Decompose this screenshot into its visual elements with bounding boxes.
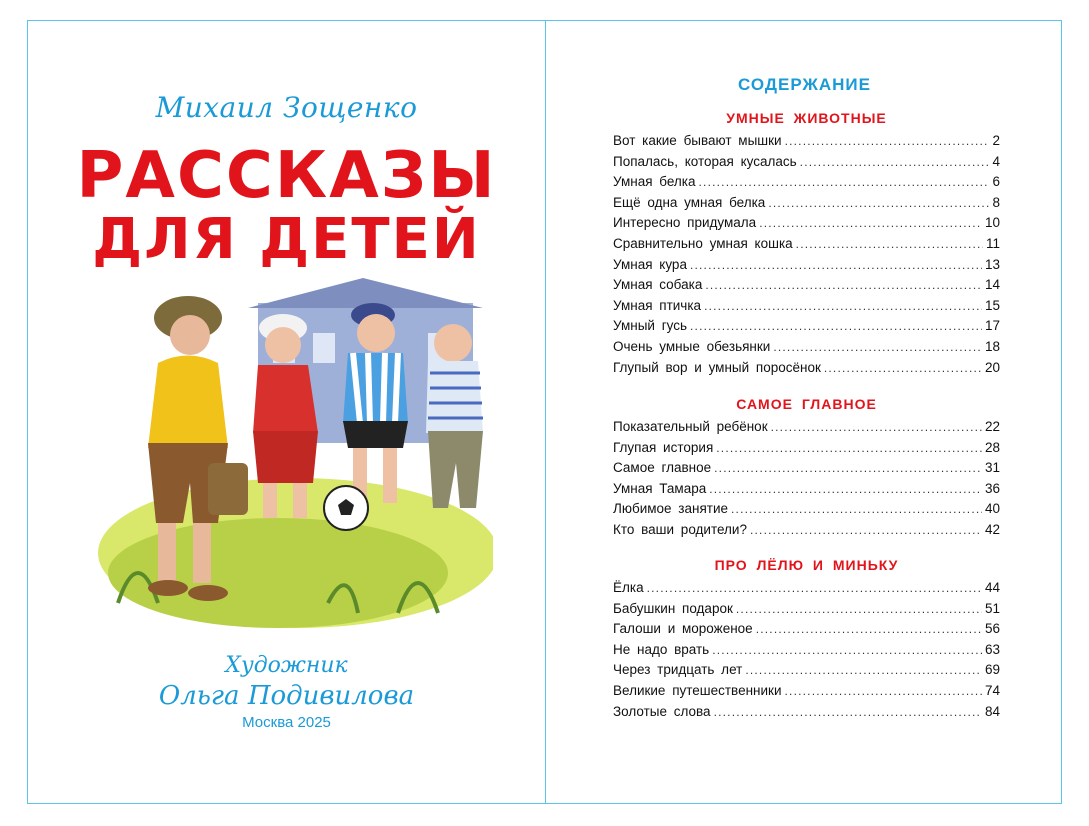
toc-entry — [613, 601, 1000, 621]
toc-entry-title: Галоши и мороженое — [613, 621, 753, 637]
toc-entry — [613, 683, 1000, 703]
toc-entry — [613, 481, 1000, 501]
toc-entry-page-number: 6 — [992, 174, 1000, 190]
toc-entry-page-number: 28 — [984, 439, 1000, 455]
toc-entry-page-number: 40 — [984, 501, 1000, 517]
toc-entry-leader-dots — [785, 684, 982, 698]
toc-entry-leader-dots — [756, 622, 982, 636]
toc-entry — [613, 339, 1000, 359]
toc-entry-page-number: 74 — [984, 683, 1000, 698]
toc-entry-leader-dots — [714, 461, 982, 475]
illustrator-name: Ольга Подивилова — [158, 681, 415, 711]
toc-entry-page-number: 18 — [984, 339, 1000, 354]
toc-entry-title: Умная кура — [613, 256, 687, 272]
toc-entry — [613, 133, 1000, 153]
toc-entry-title: Через тридцать лет — [613, 662, 743, 678]
book-spread — [27, 20, 1062, 804]
toc-entry-leader-dots — [731, 502, 982, 516]
toc-entry-title: Сравнительно умная кошка — [613, 236, 793, 251]
toc-entry-leader-dots — [705, 278, 982, 292]
toc-entry-page-number: 15 — [984, 297, 1000, 313]
toc-entry-page-number: 51 — [984, 600, 1000, 616]
toc-entry-title: Умная собака — [613, 277, 703, 293]
toc-entry — [613, 154, 1000, 174]
toc-entry-leader-dots — [647, 581, 982, 595]
toc-entry-leader-dots — [759, 216, 982, 230]
toc-entry-leader-dots — [716, 441, 982, 455]
toc-entry-page-number: 8 — [992, 194, 1000, 210]
toc-entry — [613, 277, 1000, 297]
toc-entry-title: Умная птичка — [613, 297, 702, 313]
toc-entry-title: Умный гусь — [613, 318, 688, 334]
toc-entry-leader-dots — [771, 420, 982, 434]
toc-entry-page-number: 22 — [984, 419, 1000, 434]
toc-entry-page-number: 69 — [984, 662, 1000, 678]
toc-entry-leader-dots — [785, 134, 990, 148]
toc-entry — [613, 580, 1000, 600]
toc-entry — [613, 236, 1000, 256]
toc-entry-page-number: 4 — [992, 153, 1000, 169]
toc-entry-page-number: 11 — [985, 236, 1000, 251]
toc-entry-title: Глупый вор и умный поросёнок — [613, 359, 821, 375]
toc-title: СОДЕРЖАНИЕ — [738, 75, 871, 94]
toc-entry — [613, 522, 1000, 542]
toc-entry-leader-dots — [796, 237, 983, 251]
toc-entry-title: Самое главное — [613, 460, 712, 476]
toc-entry-title: Золотые слова — [613, 703, 711, 719]
toc-entry-page-number: 36 — [984, 480, 1000, 496]
toc-entry-page-number: 14 — [984, 277, 1000, 293]
toc-entry — [613, 419, 1000, 439]
toc-entry-title: Вот какие бывают мышки — [613, 133, 782, 148]
toc-entry — [613, 501, 1000, 521]
toc-entry-title: Попалась, которая кусалась — [613, 153, 797, 169]
toc-entry-leader-dots — [736, 602, 982, 616]
toc-entry-leader-dots — [773, 340, 982, 354]
toc-entry-title: Умная Тамара — [613, 480, 707, 496]
publication-imprint: Москва 2025 — [242, 714, 331, 731]
toc-entry — [613, 704, 1000, 724]
toc-entry-page-number: 42 — [984, 522, 1000, 537]
toc-section-heading: УМНЫЕ ЖИВОТНЫЕ — [726, 110, 887, 126]
toc-entry-page-number: 84 — [984, 703, 1000, 719]
toc-entry — [613, 662, 1000, 682]
toc-entry-title: Ёлка — [613, 580, 644, 595]
toc-entry — [613, 298, 1000, 318]
toc-entry-leader-dots — [704, 299, 982, 313]
toc-entry-title: Любимое занятие — [613, 501, 729, 517]
author-name: Михаил Зощенко — [155, 91, 418, 124]
toc-entry — [613, 642, 1000, 662]
toc-entry-title: Интересно придумала — [613, 215, 757, 231]
toc-entry-page-number: 44 — [984, 580, 1000, 595]
toc-section-heading: САМОЕ ГЛАВНОЕ — [736, 396, 877, 412]
toc-entry-page-number: 10 — [984, 215, 1000, 231]
toc-entry — [613, 621, 1000, 641]
toc-entry-leader-dots — [745, 663, 982, 677]
toc-entry — [613, 360, 1000, 380]
toc-entry-page-number: 17 — [984, 318, 1000, 334]
toc-entry — [613, 440, 1000, 460]
toc-entry-leader-dots — [800, 155, 990, 169]
toc-entry — [613, 174, 1000, 194]
toc-entry — [613, 215, 1000, 235]
toc-entry-leader-dots — [712, 643, 982, 657]
toc-entry — [613, 257, 1000, 277]
book-title-line-2: ДЛЯ ДЕТЕЙ — [92, 207, 481, 272]
toc-entry-leader-dots — [714, 705, 982, 719]
toc-entry-title: Кто ваши родители? — [613, 522, 747, 537]
toc-entry-page-number: 2 — [992, 133, 1000, 148]
toc-entry-title: Не надо врать — [613, 641, 710, 657]
toc-entry-title: Великие путешественники — [613, 683, 782, 698]
toc-entry-leader-dots — [709, 482, 982, 496]
toc-entry-page-number: 63 — [984, 641, 1000, 657]
illustrator-label: Художник — [225, 653, 348, 678]
toc-entry-page-number: 13 — [984, 256, 1000, 272]
toc-entry-leader-dots — [699, 175, 990, 189]
toc-entry-leader-dots — [768, 196, 989, 210]
toc-entry — [613, 318, 1000, 338]
contents-page — [546, 21, 1063, 803]
toc-section-heading: ПРО ЛЁЛЮ И МИНЬКУ — [714, 557, 899, 573]
toc-entry-title: Ещё одна умная белка — [613, 194, 766, 210]
toc-entry-leader-dots — [690, 319, 982, 333]
toc-entry-title: Умная белка — [613, 174, 696, 190]
toc-entry-page-number: 56 — [984, 621, 1000, 637]
book-title-line-1: РАССКАЗЫ — [76, 139, 497, 213]
toc-entry-leader-dots — [750, 523, 982, 537]
toc-entry-leader-dots — [690, 258, 982, 272]
toc-entry-page-number: 31 — [984, 460, 1000, 476]
title-page — [28, 21, 545, 803]
toc-entry-title: Бабушкин подарок — [613, 600, 733, 616]
toc-entry-title: Очень умные обезьянки — [613, 339, 771, 354]
toc-entry-page-number: 20 — [984, 359, 1000, 375]
boys-with-football-illustration — [98, 273, 493, 638]
toc-entry — [613, 195, 1000, 215]
toc-entry-title: Показательный ребёнок — [613, 419, 768, 434]
toc-entry-title: Глупая история — [613, 439, 714, 455]
toc-entry — [613, 460, 1000, 480]
toc-entry-leader-dots — [824, 361, 982, 375]
